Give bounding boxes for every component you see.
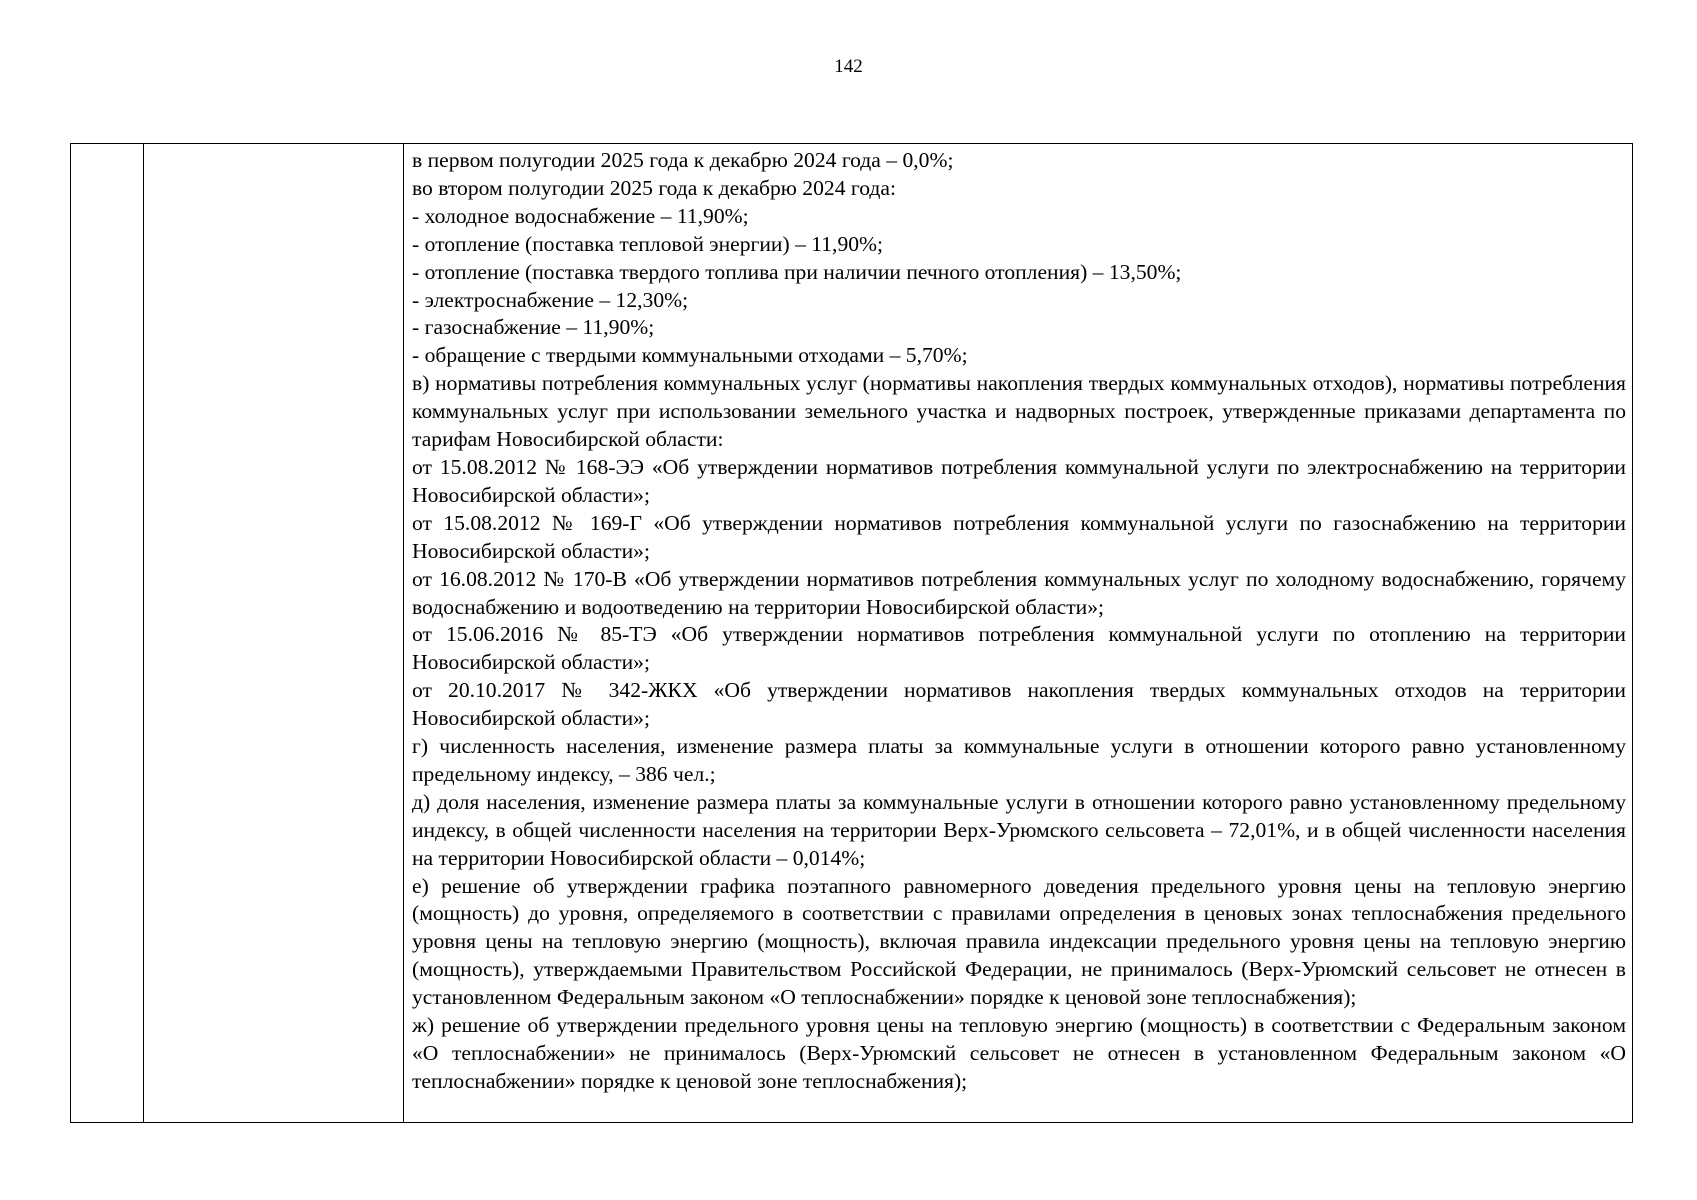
document-table xyxy=(70,143,1633,1123)
list-item: от 15.08.2012 № 168-ЭЭ «Об утверждении нормативов потребления коммунальной услуги по электроснабжению на территории Новосибирской области»; xyxy=(412,454,1626,507)
table-cell-index xyxy=(71,144,144,1123)
list-item: - электроснабжение – 12,30%; xyxy=(412,287,689,312)
table-row xyxy=(71,144,1633,1123)
list-item: д) доля населения, изменение размера платы за коммунальные услуги в отношении которого равно установленному предельному индексу, в общей численности населения на территории Верх-Урюмского сельсовета – 72,01%, и в общей численности населения на территории Новосибирской области – 0,014%; xyxy=(412,789,1626,870)
list-item: - газоснабжение – 11,90%; xyxy=(412,315,655,340)
list-item: в) нормативы потребления коммунальных услуг (нормативы накопления твердых коммунальных отходов), нормативы потребления коммунальных услуг при использовании земельного участка и надворных построек, утвержденные приказами департамента по тарифам Новосибирской области: xyxy=(412,371,1626,452)
table-cell-name xyxy=(144,144,404,1123)
list-item: от 15.06.2016 № 85-ТЭ «Об утверждении нормативов потребления коммунальной услуги по отоплению на территории Новосибирской области»; xyxy=(412,622,1626,675)
list-item: от 15.08.2012 № 169-Г «Об утверждении нормативов потребления коммунальной услуги по газоснабжению на территории Новосибирской области»; xyxy=(412,510,1626,563)
list-item: во втором полугодии 2025 года к декабрю 2024 года: xyxy=(412,175,896,200)
list-item: в первом полугодии 2025 года к декабрю 2024 года – 0,0%; xyxy=(412,148,954,172)
list-item: - обращение с твердыми коммунальными отходами – 5,70%; xyxy=(412,343,968,368)
list-item: е) решение об утверждении графика поэтапного равномерного доведения предельного уровня цены на тепловую энергию (мощность) до уровня, определяемого в соответствии с правилами определения в ценовых зонах теплоснабжения предельного уровня цены на тепловую энергию (мощность), включая правила индексации предельного уровня цены на тепловую энергию (мощность), утверждаемыми Правительством Российской Федерации, не принималось (Верх-Урюмский сельсовет не отнесен в установленном Федеральным законом «О теплоснабжении» порядке к ценовой зоне теплоснабжения); xyxy=(412,873,1626,1010)
list-item: ж) решение об утверждении предельного уровня цены на тепловую энергию (мощность) в соответствии с Федеральным законом «О теплоснабжении» не принималось (Верх-Урюмский сельсовет не отнесен в установленном Федеральным законом «О теплоснабжении» порядке к ценовой зоне теплоснабжения); xyxy=(412,1013,1626,1093)
list-item: от 20.10.2017 № 342-ЖКХ «Об утверждении нормативов накопления твердых коммунальных отходов на территории Новосибирской области»; xyxy=(412,678,1626,731)
list-item: - отопление (поставка тепловой энергии) – 11,90%; xyxy=(412,231,884,256)
list-item: - холодное водоснабжение – 11,90%; xyxy=(412,203,749,228)
list-item: от 16.08.2012 № 170-В «Об утверждении нормативов потребления коммунальных услуг по холодному водоснабжению, горячему водоснабжению и водоотведению на территории Новосибирской области»; xyxy=(412,566,1626,619)
table-cell-content xyxy=(404,144,1633,1123)
page-number: 142 xyxy=(834,56,863,77)
list-item: - отопление (поставка твердого топлива при наличии печного отопления) – 13,50%; xyxy=(412,259,1182,284)
list-item: г) численность населения, изменение размера платы за коммунальные услуги в отношении которого равно установленному предельному индексу, – 386 чел.; xyxy=(412,734,1626,786)
